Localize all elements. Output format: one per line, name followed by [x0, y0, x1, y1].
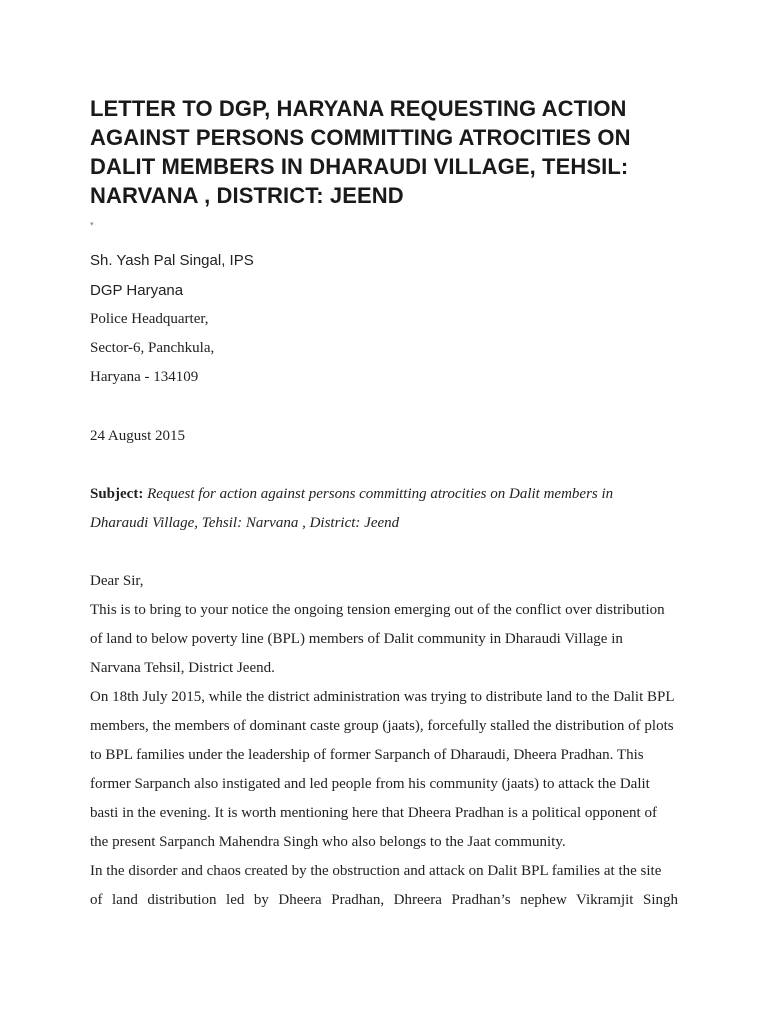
- recipient-name: Sh. Yash Pal Singal, IPS: [90, 252, 254, 269]
- salutation: Dear Sir,: [90, 573, 144, 589]
- subject-line-1: [90, 486, 613, 503]
- subject-label: Subject:: [90, 486, 144, 502]
- body-line: On 18th July 2015, while the district administration was trying to distribute land to the Dalit BPL: [90, 689, 675, 705]
- body-line: This is to bring to your notice the ongoing tension emerging out of the conflict over distribution: [90, 602, 665, 618]
- body-line: members, the members of dominant caste group (jaats), forcefully stalled the distribution of plots: [90, 718, 674, 734]
- body-line: Narvana Tehsil, District Jeend.: [90, 660, 275, 676]
- subject-line-2: [90, 515, 399, 532]
- body-line: the present Sarpanch Mahendra Singh who also belongs to the Jaat community.: [90, 834, 566, 850]
- recipient-address-line-1: Police Headquarter,: [90, 311, 209, 327]
- body-line: of land to below poverty line (BPL) members of Dalit community in Dharaudi Village in: [90, 631, 623, 647]
- body-line: basti in the evening. It is worth mentioning here that Dheera Pradhan is a political opponent of: [90, 805, 657, 821]
- small-image-placeholder-icon: ▾: [90, 220, 94, 228]
- subject-text-2: Dharaudi Village, Tehsil: Narvana , District: Jeend: [90, 515, 400, 531]
- letter-date: 24 August 2015: [90, 428, 186, 444]
- body-line: of land distribution led by Dheera Pradhan, Dhreera Pradhan’s nephew Vikramjit Singh: [90, 892, 678, 908]
- body-line: In the disorder and chaos created by the obstruction and attack on Dalit BPL families at the site: [90, 863, 662, 879]
- recipient-designation: DGP Haryana: [90, 282, 184, 299]
- document-title: LETTER TO DGP, HARYANA REQUESTING ACTION AGAINST PERSONS COMMITTING ATROCITIES ON DALIT MEMBERS IN DHARAUDI VILLAGE, TEHSIL: NARVANA , DISTRICT: JEEND: [90, 96, 631, 208]
- recipient-address-line-3: Haryana - 134109: [90, 369, 199, 385]
- recipient-address-line-2: Sector-6, Panchkula,: [90, 340, 215, 356]
- body-line: to BPL families under the leadership of former Sarpanch of Dharaudi, Dheera Pradhan. This: [90, 747, 644, 763]
- body-line: former Sarpanch also instigated and led people from his community (jaats) to attack the Dalit: [90, 776, 650, 792]
- subject-text-1: Request for action against persons committing atrocities on Dalit members in: [147, 486, 614, 502]
